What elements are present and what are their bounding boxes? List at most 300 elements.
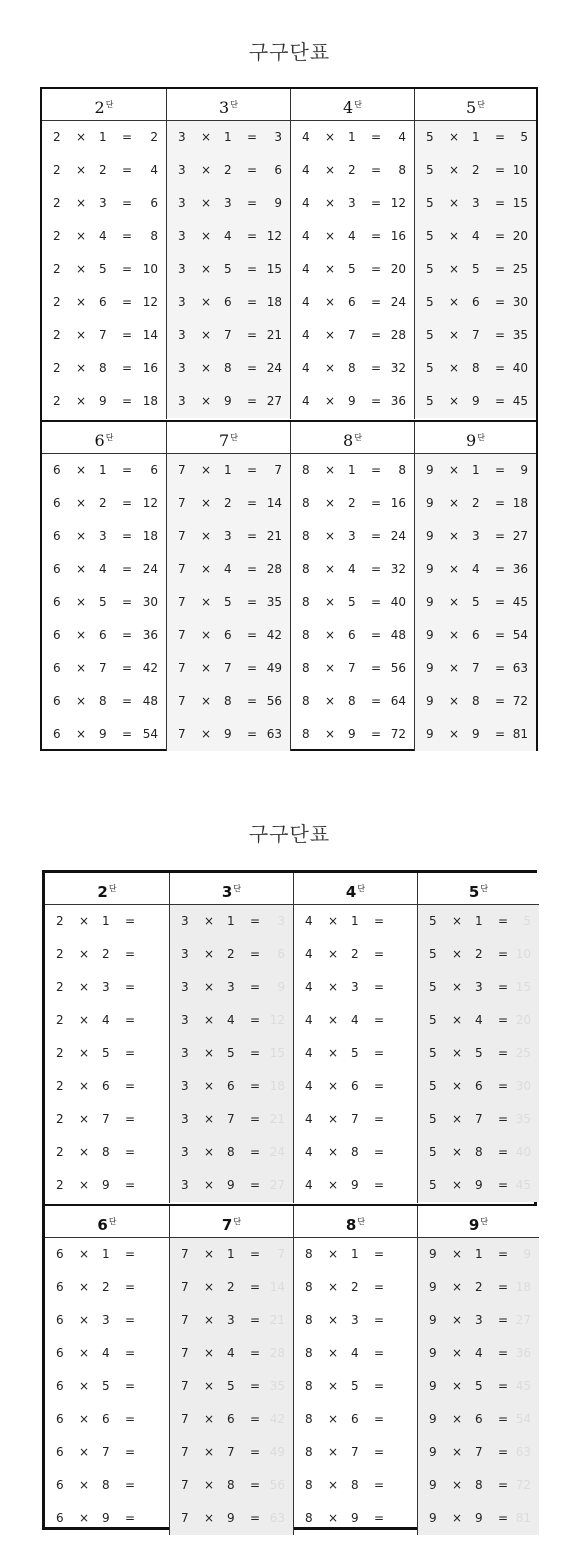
times-sign: × (79, 1379, 90, 1393)
multiplicand: 4 (302, 295, 310, 309)
equation-row (167, 487, 290, 520)
multiplier: 9 (102, 1511, 110, 1525)
times-sign: × (452, 947, 463, 961)
times-sign: × (201, 529, 212, 543)
equation-row (294, 1271, 417, 1304)
times-sign: × (76, 496, 87, 510)
equals-sign: = (495, 163, 506, 177)
equation-row (45, 1502, 169, 1535)
times-sign: × (452, 1412, 463, 1426)
equals-sign: = (250, 1178, 261, 1192)
dan-column (166, 422, 290, 751)
equals-sign: = (498, 1511, 509, 1525)
multiplier: 1 (472, 130, 480, 144)
equation-list (167, 121, 290, 418)
multiplier: 5 (475, 1046, 483, 1060)
equals-sign: = (374, 1379, 385, 1393)
equals-sign: = (371, 328, 382, 342)
product: 40 (512, 361, 528, 375)
multiplier: 4 (475, 1346, 483, 1360)
times-sign: × (328, 1478, 339, 1492)
times-sign: × (449, 196, 460, 210)
equation-row (418, 1136, 539, 1169)
dan-number: 4 (345, 883, 357, 901)
product: 49 (266, 661, 282, 675)
equation-row (415, 187, 536, 220)
times-sign: × (76, 361, 87, 375)
multiplier: 5 (99, 262, 107, 276)
times-sign: × (328, 1511, 339, 1525)
product: 63 (269, 1511, 285, 1525)
equals-sign: = (125, 1247, 136, 1261)
equation-row (418, 1037, 539, 1070)
equals-sign: = (125, 914, 136, 928)
product: 56 (266, 694, 282, 708)
multiplicand: 2 (53, 262, 61, 276)
product: 18 (142, 394, 158, 408)
multiplier: 4 (99, 562, 107, 576)
multiplier: 1 (475, 914, 483, 928)
times-sign: × (201, 496, 212, 510)
multiplicand: 2 (56, 947, 64, 961)
multiplier: 7 (475, 1112, 483, 1126)
equation-list (418, 1238, 539, 1535)
equals-sign: = (250, 947, 261, 961)
equation-row (294, 1136, 417, 1169)
equation-row (415, 520, 536, 553)
multiplier: 5 (227, 1379, 235, 1393)
equation-row (415, 487, 536, 520)
times-sign: × (79, 1511, 90, 1525)
multiplicand: 8 (302, 496, 310, 510)
multiplicand: 3 (181, 1079, 189, 1093)
multiplicand: 4 (302, 328, 310, 342)
equals-sign: = (374, 1013, 385, 1027)
multiplier: 4 (227, 1346, 235, 1360)
times-sign: × (201, 628, 212, 642)
times-sign: × (204, 980, 215, 994)
multiplicand: 9 (426, 628, 434, 642)
dan-column (45, 1206, 169, 1535)
multiplicand: 7 (178, 628, 186, 642)
equation-row (291, 520, 414, 553)
multiplicand: 8 (305, 1379, 313, 1393)
multiplier: 4 (351, 1013, 359, 1027)
equation-row (167, 553, 290, 586)
equals-sign: = (374, 1178, 385, 1192)
product: 20 (512, 229, 528, 243)
dan-column (414, 422, 536, 751)
multiplicand: 4 (302, 361, 310, 375)
equation-list (170, 1238, 293, 1535)
product: 16 (390, 229, 406, 243)
equals-sign: = (125, 1313, 136, 1327)
multiplier: 3 (102, 980, 110, 994)
equation-row (170, 1070, 293, 1103)
multiplicand: 6 (53, 463, 61, 477)
multiplicand: 5 (429, 914, 437, 928)
equation-row (415, 718, 536, 751)
multiplicand: 5 (429, 1145, 437, 1159)
multiplicand: 8 (305, 1445, 313, 1459)
equation-row (418, 1271, 539, 1304)
multiplicand: 7 (181, 1247, 189, 1261)
multiplier: 6 (99, 295, 107, 309)
product: 27 (515, 1313, 531, 1327)
equals-sign: = (125, 1112, 136, 1126)
equation-row (418, 1436, 539, 1469)
product: 28 (390, 328, 406, 342)
times-sign: × (204, 1247, 215, 1261)
product: 18 (142, 529, 158, 543)
times-sign: × (201, 661, 212, 675)
multiplicand: 7 (181, 1445, 189, 1459)
product: 30 (142, 595, 158, 609)
equation-row (42, 220, 166, 253)
equation-row (45, 1436, 169, 1469)
product: 15 (512, 196, 528, 210)
multiplier: 8 (348, 694, 356, 708)
equals-sign: = (247, 694, 258, 708)
multiplicand: 7 (181, 1313, 189, 1327)
equals-sign: = (495, 130, 506, 144)
equals-sign: = (122, 229, 133, 243)
dan-number: 8 (345, 1216, 357, 1234)
equation-row (42, 586, 166, 619)
dan-column (166, 89, 290, 419)
times-sign: × (201, 463, 212, 477)
multiplier: 2 (99, 496, 107, 510)
times-sign: × (449, 661, 460, 675)
multiplicand: 7 (181, 1412, 189, 1426)
product: 28 (266, 562, 282, 576)
equals-sign: = (125, 1079, 136, 1093)
equals-sign: = (122, 130, 133, 144)
product: 6 (277, 947, 285, 961)
multiplicand: 3 (181, 1145, 189, 1159)
multiplicand: 4 (305, 1112, 313, 1126)
multiplier: 3 (227, 980, 235, 994)
multiplier: 9 (351, 1178, 359, 1192)
multiplier: 6 (475, 1412, 483, 1426)
times-sign: × (325, 163, 336, 177)
multiplicand: 6 (53, 661, 61, 675)
multiplicand: 8 (302, 529, 310, 543)
table-block-lower (45, 1204, 534, 1535)
equals-sign: = (250, 1478, 261, 1492)
multiplicand: 6 (53, 496, 61, 510)
equation-row (294, 1337, 417, 1370)
times-sign: × (204, 1478, 215, 1492)
times-sign: × (449, 229, 460, 243)
multiplier: 3 (224, 529, 232, 543)
dan-suffix: 단 (480, 884, 489, 893)
dan-header (170, 1206, 293, 1238)
equals-sign: = (495, 394, 506, 408)
multiplier: 1 (472, 463, 480, 477)
equation-row (167, 154, 290, 187)
equals-sign: = (371, 394, 382, 408)
multiplicand: 9 (429, 1478, 437, 1492)
multiplicand: 6 (53, 562, 61, 576)
product: 21 (266, 529, 282, 543)
multiplicand: 3 (178, 262, 186, 276)
times-sign: × (201, 361, 212, 375)
multiplicand: 5 (429, 1046, 437, 1060)
equals-sign: = (371, 727, 382, 741)
times-sign: × (204, 1346, 215, 1360)
multiplier: 4 (475, 1013, 483, 1027)
equals-sign: = (250, 1511, 261, 1525)
equals-sign: = (250, 1247, 261, 1261)
multiplicand: 2 (56, 914, 64, 928)
dan-column (169, 1206, 293, 1535)
product: 6 (150, 196, 158, 210)
equals-sign: = (250, 914, 261, 928)
equation-row (45, 1070, 169, 1103)
multiplier: 9 (348, 394, 356, 408)
equals-sign: = (122, 262, 133, 276)
multiplier: 7 (475, 1445, 483, 1459)
multiplicand: 6 (56, 1313, 64, 1327)
times-sign: × (449, 496, 460, 510)
equation-list (45, 1238, 169, 1535)
multiplicand: 9 (426, 529, 434, 543)
multiplicand: 6 (56, 1445, 64, 1459)
multiplier: 2 (99, 163, 107, 177)
times-sign: × (201, 727, 212, 741)
multiplier: 8 (99, 361, 107, 375)
equals-sign: = (247, 229, 258, 243)
multiplier: 9 (472, 727, 480, 741)
equation-list (294, 1238, 417, 1535)
multiplicand: 2 (56, 1079, 64, 1093)
multiplicand: 6 (56, 1478, 64, 1492)
equation-row (42, 685, 166, 718)
multiplicand: 2 (56, 1178, 64, 1192)
equals-sign: = (374, 1247, 385, 1261)
equals-sign: = (495, 595, 506, 609)
product: 45 (512, 595, 528, 609)
times-sign: × (452, 1046, 463, 1060)
times-sign: × (201, 163, 212, 177)
equals-sign: = (122, 394, 133, 408)
equation-row (415, 619, 536, 652)
equals-sign: = (247, 196, 258, 210)
times-sign: × (76, 661, 87, 675)
multiplier: 6 (102, 1412, 110, 1426)
dan-number: 2 (97, 883, 108, 901)
product: 15 (266, 262, 282, 276)
equals-sign: = (247, 394, 258, 408)
equals-sign: = (371, 361, 382, 375)
equals-sign: = (250, 980, 261, 994)
equals-sign: = (122, 196, 133, 210)
dan-number: 9 (468, 1216, 480, 1234)
multiplier: 8 (227, 1145, 235, 1159)
product: 24 (390, 295, 406, 309)
times-sign: × (452, 1145, 463, 1159)
multiplicand: 8 (302, 463, 310, 477)
equation-row (167, 187, 290, 220)
multiplicand: 7 (178, 694, 186, 708)
equation-row (291, 319, 414, 352)
equation-row (294, 1436, 417, 1469)
equals-sign: = (250, 1379, 261, 1393)
equation-row (42, 253, 166, 286)
product: 14 (266, 496, 282, 510)
multiplier: 3 (348, 529, 356, 543)
product: 24 (390, 529, 406, 543)
equation-row (294, 905, 417, 938)
times-sign: × (325, 196, 336, 210)
equals-sign: = (250, 1145, 261, 1159)
product: 45 (515, 1379, 531, 1393)
dan-suffix: 단 (354, 433, 362, 442)
equals-sign: = (122, 628, 133, 642)
equation-row (291, 220, 414, 253)
equation-row (42, 718, 166, 751)
dan-number: 8 (343, 431, 354, 450)
multiplicand: 7 (181, 1346, 189, 1360)
multiplier: 5 (351, 1379, 359, 1393)
equals-sign: = (247, 628, 258, 642)
times-sign: × (79, 914, 90, 928)
multiplicand: 3 (178, 196, 186, 210)
multiplicand: 4 (305, 1079, 313, 1093)
equation-row (167, 352, 290, 385)
multiplier: 9 (351, 1511, 359, 1525)
dan-header (291, 89, 414, 121)
equals-sign: = (125, 1445, 136, 1459)
product: 9 (523, 1247, 531, 1261)
multiplicand: 8 (305, 1313, 313, 1327)
multiplier: 8 (224, 694, 232, 708)
times-sign: × (201, 262, 212, 276)
multiplicand: 8 (305, 1346, 313, 1360)
multiplier: 7 (472, 328, 480, 342)
multiplier: 1 (224, 130, 232, 144)
table-block-upper (42, 89, 536, 419)
equation-row (418, 1337, 539, 1370)
equation-row (42, 553, 166, 586)
multiplier: 6 (102, 1079, 110, 1093)
equation-row (418, 1403, 539, 1436)
equation-list (291, 121, 414, 418)
times-sign: × (328, 1247, 339, 1261)
product: 36 (390, 394, 406, 408)
multiplicand: 7 (178, 562, 186, 576)
multiplier: 7 (351, 1112, 359, 1126)
equation-row (415, 553, 536, 586)
product: 12 (142, 496, 158, 510)
multiplier: 8 (351, 1145, 359, 1159)
dan-header (45, 873, 169, 905)
multiplicand: 2 (53, 196, 61, 210)
multiplier: 3 (472, 196, 480, 210)
times-sign: × (79, 1247, 90, 1261)
product: 12 (269, 1013, 285, 1027)
multiplicand: 4 (302, 130, 310, 144)
multiplicand: 4 (302, 229, 310, 243)
times-sign: × (201, 328, 212, 342)
multiplicand: 2 (56, 1112, 64, 1126)
equals-sign: = (122, 163, 133, 177)
equation-row (294, 1169, 417, 1202)
dan-number: 7 (221, 1216, 233, 1234)
product: 25 (515, 1046, 531, 1060)
product: 35 (266, 595, 282, 609)
equals-sign: = (498, 1046, 509, 1060)
equation-row (45, 1037, 169, 1070)
equals-sign: = (498, 1412, 509, 1426)
product: 15 (515, 980, 531, 994)
equation-row (42, 619, 166, 652)
product: 24 (266, 361, 282, 375)
equation-list (294, 905, 417, 1202)
multiplier: 1 (99, 463, 107, 477)
multiplicand: 4 (302, 262, 310, 276)
equation-list (170, 905, 293, 1202)
equals-sign: = (374, 1412, 385, 1426)
equation-row (415, 154, 536, 187)
equation-row (42, 121, 166, 154)
product: 8 (398, 463, 406, 477)
product: 42 (266, 628, 282, 642)
times-sign: × (79, 1178, 90, 1192)
times-sign: × (452, 1112, 463, 1126)
equals-sign: = (495, 628, 506, 642)
multiplier: 6 (227, 1412, 235, 1426)
multiplicand: 6 (56, 1511, 64, 1525)
equation-row (418, 1370, 539, 1403)
product: 14 (142, 328, 158, 342)
equals-sign: = (495, 496, 506, 510)
times-sign: × (449, 163, 460, 177)
equals-sign: = (371, 130, 382, 144)
equals-sign: = (125, 1013, 136, 1027)
multiplicand: 5 (429, 1079, 437, 1093)
equation-row (418, 1070, 539, 1103)
product: 36 (142, 628, 158, 642)
equation-row (418, 938, 539, 971)
multiplier: 3 (472, 529, 480, 543)
equation-row (291, 586, 414, 619)
equation-row (45, 1136, 169, 1169)
equals-sign: = (371, 163, 382, 177)
multiplier: 1 (227, 914, 235, 928)
multiplicand: 8 (305, 1247, 313, 1261)
equals-sign: = (374, 1313, 385, 1327)
multiplier: 1 (348, 463, 356, 477)
multiplier: 4 (102, 1346, 110, 1360)
product: 3 (277, 914, 285, 928)
dan-suffix: 단 (477, 433, 485, 442)
times-sign: × (449, 328, 460, 342)
equation-row (45, 1370, 169, 1403)
product: 10 (512, 163, 528, 177)
equation-row (42, 319, 166, 352)
multiplier: 6 (351, 1079, 359, 1093)
times-sign: × (452, 1445, 463, 1459)
multiplicand: 4 (305, 1145, 313, 1159)
equals-sign: = (125, 1412, 136, 1426)
product: 30 (515, 1079, 531, 1093)
product: 48 (390, 628, 406, 642)
equals-sign: = (247, 496, 258, 510)
multiplier: 4 (102, 1013, 110, 1027)
multiplier: 2 (224, 496, 232, 510)
